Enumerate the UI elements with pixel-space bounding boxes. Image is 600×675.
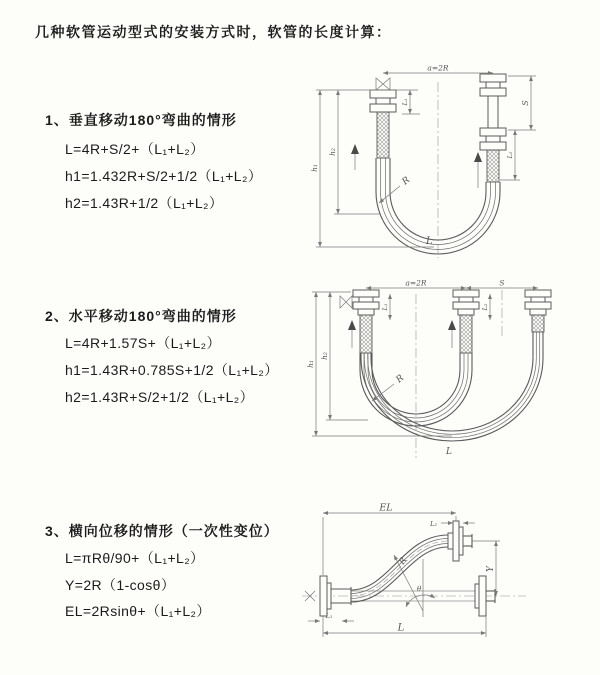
middle-end-fitting bbox=[453, 290, 479, 353]
section-1-heading: 1、垂直移动180°弯曲的情形 bbox=[45, 112, 237, 128]
dim-label-l1: L₁ bbox=[325, 612, 333, 620]
dimension-l2 bbox=[481, 294, 490, 320]
section-2-formula-h2: h2=1.43R+S/2+1/2（L₁+L₂） bbox=[65, 389, 255, 405]
dim-label-h1: h₁ bbox=[310, 164, 319, 172]
dimension-l2 bbox=[429, 520, 475, 528]
radius-callout bbox=[379, 175, 412, 203]
length-label: L bbox=[426, 236, 433, 247]
section-2-formula-l: L=4R+1.57S+（L₁+L₂） bbox=[65, 335, 221, 351]
diagram-horizontal-180-bend bbox=[306, 280, 598, 462]
right-end-fitting-positions bbox=[480, 74, 506, 182]
section-1-formula-h1: h1=1.432R+S/2+1/2（L₁+L₂） bbox=[65, 168, 263, 184]
dim-label-el: EL bbox=[379, 502, 393, 514]
section-3-formula-el: EL=2Rsinθ+（L₁+L₂） bbox=[65, 603, 211, 619]
radius-label: R bbox=[400, 175, 413, 188]
dim-label-h1: h₁ bbox=[306, 360, 315, 368]
angle-label: θ bbox=[417, 585, 422, 593]
braided-hose-section bbox=[532, 315, 544, 332]
dim-label-a2r: a=2R bbox=[405, 278, 427, 288]
up-arrow-icon bbox=[448, 320, 456, 330]
dimension-h1 bbox=[306, 292, 452, 436]
radius-label: R bbox=[397, 555, 410, 567]
radius-label: R bbox=[394, 373, 407, 386]
dimension-l2 bbox=[500, 130, 520, 180]
left-end-fitting bbox=[353, 290, 379, 353]
braided-hose-section bbox=[460, 315, 472, 353]
braided-hose-section bbox=[377, 112, 389, 158]
dim-label-s: S bbox=[521, 100, 530, 106]
up-arrow-icon bbox=[348, 320, 356, 330]
section-3-formula-l: L=πRθ/90+（L₁+L₂） bbox=[65, 550, 205, 566]
diagram-vertical-180-bend bbox=[308, 64, 580, 260]
right-end-fitting bbox=[525, 290, 551, 332]
dim-label-l2: L₂ bbox=[430, 520, 437, 528]
dimension-l bbox=[323, 616, 486, 637]
up-arrow-icon bbox=[351, 144, 359, 154]
dim-label-h2: h₂ bbox=[328, 148, 337, 156]
section-1-formula-h2: h2=1.43R+1/2（L₁+L₂） bbox=[65, 195, 224, 211]
motion-arrows bbox=[351, 144, 482, 188]
dim-label-l2: L₂ bbox=[481, 303, 489, 311]
dimension-h1 bbox=[310, 90, 434, 247]
dimension-l1 bbox=[381, 294, 390, 320]
section-3-formula-y: Y=2R（1-cosθ） bbox=[65, 577, 176, 593]
section-3-heading: 3、横向位移的情形（一次性变位） bbox=[45, 523, 279, 539]
valve-icon bbox=[340, 296, 352, 308]
dim-label-h2: h₂ bbox=[320, 352, 329, 360]
hose-u-bend-displaced bbox=[361, 332, 543, 441]
dimension-a-2r bbox=[383, 64, 493, 74]
radius-construction bbox=[394, 555, 435, 617]
section-1-formula-l: L=4R+S/2+（L₁+L₂） bbox=[65, 141, 205, 157]
section-2-heading: 2、水平移动180°弯曲的情形 bbox=[45, 308, 237, 324]
dim-label-y: Y bbox=[486, 566, 496, 572]
dimension-s bbox=[508, 76, 536, 130]
dim-label-l1: L₁ bbox=[401, 98, 409, 106]
dimension-l1 bbox=[308, 612, 354, 621]
braided-hose-section bbox=[487, 150, 499, 182]
diagram-lateral-displacement bbox=[296, 503, 598, 643]
hose-s-curve bbox=[351, 535, 448, 602]
dimension-a-2r bbox=[366, 279, 466, 289]
valve-icon bbox=[376, 78, 390, 90]
dim-label-l1: L₁ bbox=[381, 303, 389, 311]
upper-right-flange-fitting bbox=[448, 521, 472, 561]
dim-label-l: L bbox=[397, 622, 405, 634]
dimension-l1 bbox=[401, 90, 420, 114]
section-2-formula-h1: h1=1.43R+0.785S+1/2（L₁+L₂） bbox=[65, 362, 279, 378]
dimension-el bbox=[323, 503, 456, 576]
braided-hose-section bbox=[360, 315, 372, 353]
dim-label-s: S bbox=[499, 278, 505, 288]
document-title: 几种软管运动型式的安装方式时，软管的长度计算： bbox=[35, 24, 392, 40]
up-arrow-icon bbox=[474, 152, 482, 162]
length-label: L bbox=[446, 447, 452, 457]
dim-label-l2: L₂ bbox=[506, 151, 514, 159]
dimension-s bbox=[466, 279, 538, 289]
dim-label-a2r: a=2R bbox=[427, 63, 449, 73]
